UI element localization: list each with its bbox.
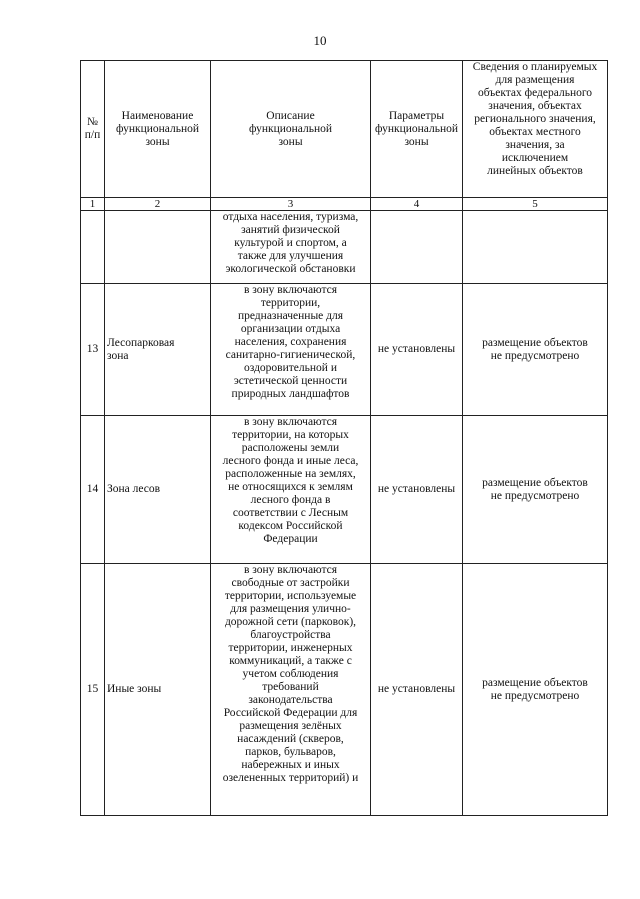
column-number: 2 [105,198,211,211]
column-number: 4 [371,198,463,211]
table-row [81,416,608,564]
page-number: 10 [313,33,327,48]
zone-name: Иные зоны [105,564,211,816]
zone-name: Лесопарковая зона [105,284,211,416]
header-number: № п/п [81,61,105,198]
zone-description: в зону включаются территории, на которых расположены земли лесного фонда и иные леса, расположенные на землях, не относящихся к землям лесного фонда в соответствии с Лесным кодексом Российской Федерации [211,416,371,564]
planned-objects: размещение объектов не предусмотрено [463,284,608,416]
planned-objects [463,211,608,284]
row-number: 14 [81,416,105,564]
table-header-row [81,61,608,198]
row-number: 15 [81,564,105,816]
column-number: 1 [81,198,105,211]
column-number: 3 [211,198,371,211]
header-zone-parameters: Параметры функциональной зоны [371,61,463,198]
zone-parameters: не установлены [371,416,463,564]
row-number: 13 [81,284,105,416]
header-planned-objects: Сведения о планируемых для размещения объектах федерального значения, объектах регионального значения, объектах местного значения, за исключением линейных объектов [463,61,608,198]
column-number: 5 [463,198,608,211]
zone-description: в зону включаются свободные от застройки территории, используемые для размещения улично- дорожной сети (парковок), благоустройства территории, инженерных коммуникаций, а также с учетом соблюдения требований законодательства Российской Федерации для размещения зелёных насаждений (скверов, парков, бульваров, набережных и иных озелененных территорий) и [211,564,371,816]
header-zone-description: Описание функциональной зоны [211,61,371,198]
table-row [81,211,608,284]
zone-description: отдыха населения, туризма, занятий физической культурой и спортом, а также для улучшения экологической обстановки [211,211,371,284]
zone-parameters: не установлены [371,284,463,416]
zone-parameters: не установлены [371,564,463,816]
header-zone-name: Наименование функциональной зоны [105,61,211,198]
zone-name: Зона лесов [105,416,211,564]
zone-description: в зону включаются территории, предназначенные для организации отдыха населения, сохранения санитарно-гигиенической, оздоровительной и эстетической ценности природных ландшафтов [211,284,371,416]
row-number [81,211,105,284]
zone-name [105,211,211,284]
column-number-row [81,198,608,211]
functional-zones-table [80,60,608,816]
table-row [81,284,608,416]
zone-parameters [371,211,463,284]
table-row [81,564,608,816]
planned-objects: размещение объектов не предусмотрено [463,416,608,564]
planned-objects: размещение объектов не предусмотрено [463,564,608,816]
